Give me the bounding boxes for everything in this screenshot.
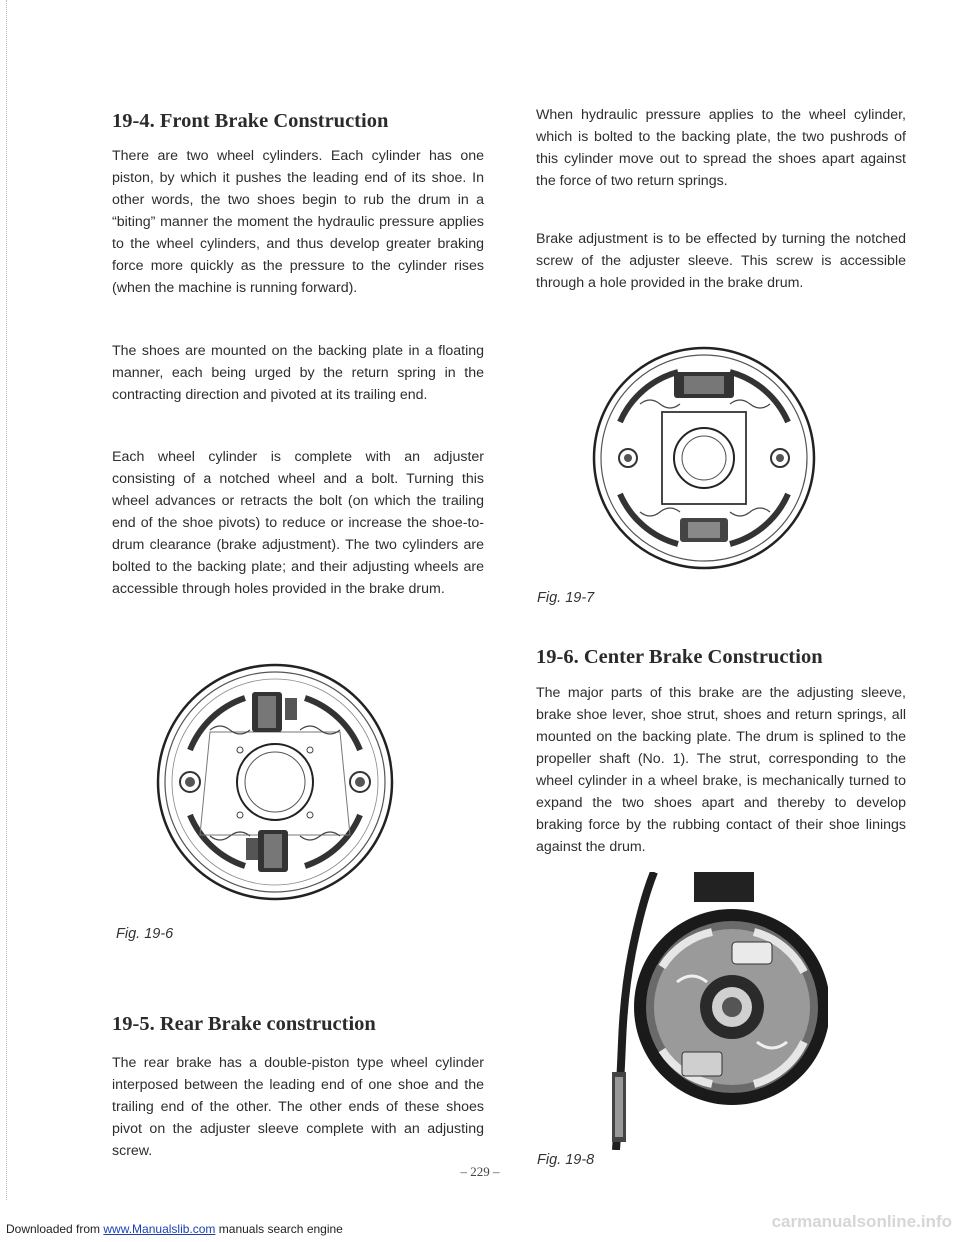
paragraph: The major parts of this brake are the adjusting sleeve, brake shoe lever, shoe strut, shoes and return springs, all mounted on the backing plate. The drum is splined to the propeller shaft (No. 1). The strut, corresponding to the wheel cylinder in a wheel brake, is mechanically turned to expand the two shoes apart and thereby to develop braking force by the rubbing contact of their shoe linings against the drum. (536, 685, 906, 855)
watermark: carmanualsonline.info (771, 1212, 952, 1231)
paragraph: The rear brake has a double-piston type wheel cylinder interposed between the leading end of one shoe and the trailing end of the other. The other ends of these shoes pivot on the adjuster sleeve complete with an adjusting screw. (112, 1055, 484, 1159)
heading-front-brake: 19-4. Front Brake Construction (112, 110, 389, 132)
footer-suffix: manuals search engine (215, 1222, 343, 1236)
paragraph: When hydraulic pressure applies to the wheel cylinder, which is bolted to the backing plate, the two pushrods of this cylinder move out to spread the shoes apart against the force of two return springs. (536, 107, 906, 189)
heading-center-brake: 19-6. Center Brake Construction (536, 646, 823, 668)
figure-caption: Fig. 19-7 (537, 590, 595, 606)
center-brake-photo (582, 872, 828, 1150)
paragraph: Brake adjustment is to be effected by turning the notched screw of the adjuster sleeve. This screw is accessible through a hole provided in the brake drum. (536, 231, 906, 291)
download-footer (6, 1222, 343, 1236)
footer-prefix: Downloaded from (6, 1222, 104, 1236)
paragraph: The shoes are mounted on the backing plate in a floating manner, each being urged by the return spring in the contracting direction and pivoted at its trailing end. (112, 343, 484, 403)
paragraph: Each wheel cylinder is complete with an adjuster consisting of a notched wheel and a bolt. Turning this wheel advances or retracts the bolt (on which the trailing end of the shoe pivots) to reduce or increase the shoe-to-drum clearance (brake adjustment). The two cylinders are bolted to the backing plate; and their adjusting wheels are accessible through holes provided in the brake drum. (112, 449, 484, 597)
page-edge (0, 0, 7, 1200)
figure-caption: Fig. 19-8 (537, 1152, 595, 1168)
paragraph: There are two wheel cylinders. Each cylinder has one piston, by which it pushes the leading end of its shoe. In other words, the two shoes begin to rub the drum in a “biting” manner the moment the hydraulic pressure applies to the wheel cylinders, and thus develop greater braking force more quickly as the pressure to the cylinder rises (when the machine is running forward). (112, 148, 484, 296)
manualslib-link[interactable]: www.Manualslib.com (103, 1222, 216, 1236)
heading-rear-brake: 19-5. Rear Brake construction (112, 1013, 376, 1035)
front-brake-diagram (150, 660, 400, 910)
figure-caption: Fig. 19-6 (116, 926, 174, 942)
page-number: – 229 – (460, 1164, 500, 1179)
rear-brake-diagram (590, 332, 818, 584)
